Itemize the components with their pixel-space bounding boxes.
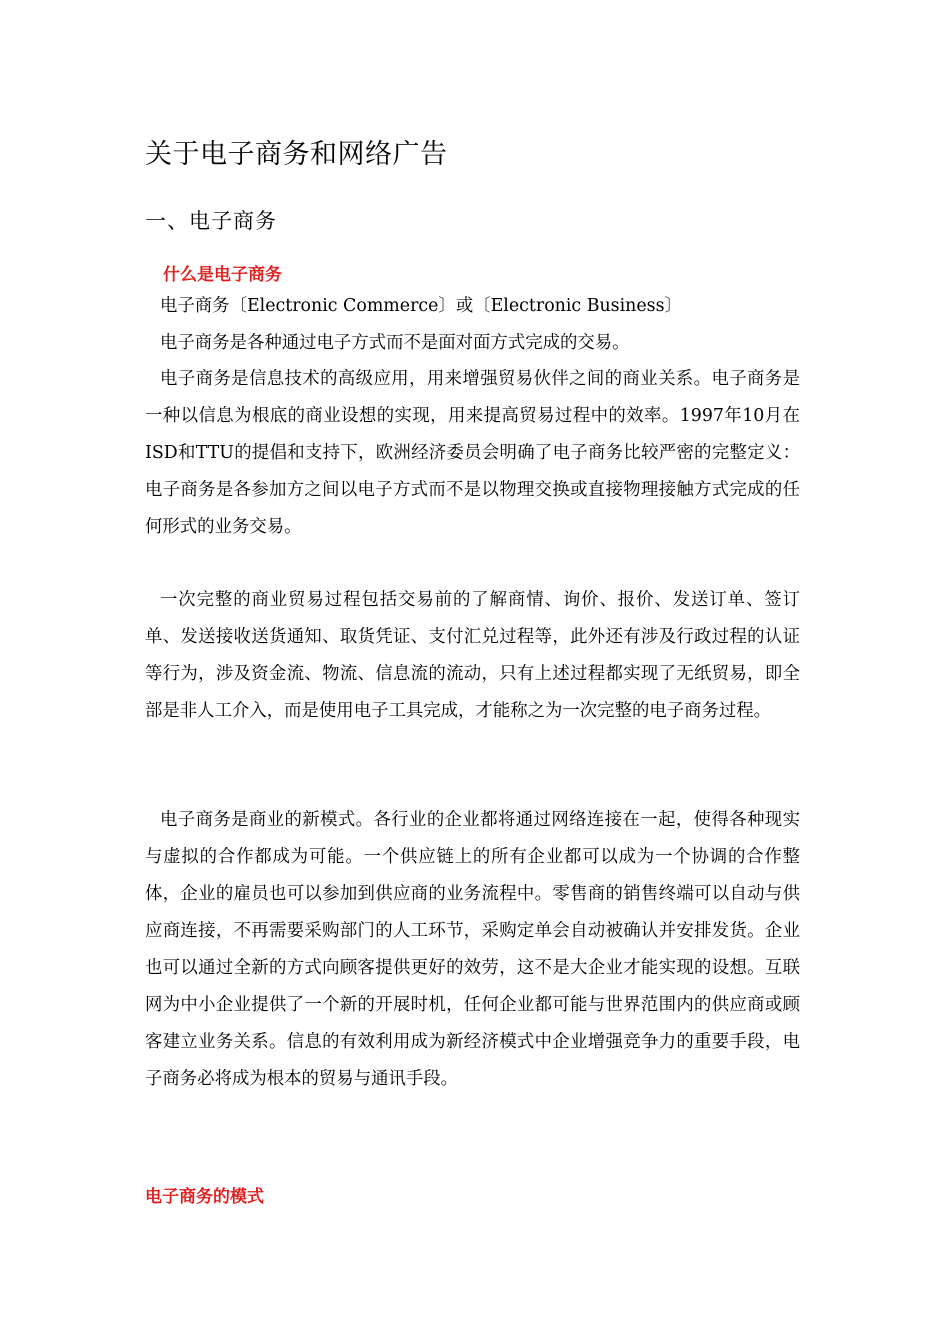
paragraph-trade-process: 一次完整的商业贸易过程包括交易前的了解商情、询价、报价、发送订单、签订单、发送接收送货通知、取货凭证、支付汇兑过程等，此外还有涉及行政过程的认证等行为，涉及资金流、物流、信息流的流动，只有上述过程都实现了无纸贸易，即全部是非人工介入，而是使用电子工具完成，才能称之为一次完整的电子商务过程。 — [145, 590, 800, 721]
definition-terms-line: 电子商务〔Electronic Commerce〕或〔Electronic Business〕 — [160, 296, 682, 316]
definition-simple-line: 电子商务是各种通过电子方式而不是面对面方式完成的交易。 — [160, 333, 630, 353]
paragraph-definition: 电子商务是信息技术的高级应用，用来增强贸易伙伴之间的商业关系。电子商务是一种以信息为根底的商业设想的实现，用来提高贸易过程中的效率。1997年10月在ISD和TTU的提倡和支持下，欧洲经济委员会明确了电子商务比较严密的完整定义：电子商务是各参加方之间以电子方式而不是以物理交换或直接物理接触方式完成的任何形式的业务交易。 — [145, 369, 800, 537]
subheading-what-is-ecommerce: 什么是电子商务 — [163, 265, 282, 285]
paragraph-new-business-model: 电子商务是商业的新模式。各行业的企业都将通过网络连接在一起，使得各种现实与虚拟的合作都成为可能。一个供应链上的所有企业都可以成为一个协调的合作整体，企业的雇员也可以参加到供应商的业务流程中。零售商的销售终端可以自动与供应商连接，不再需要采购部门的人工环节，采购定单会自动被确认并安排发货。企业也可以通过全新的方式向顾客提供更好的效劳，这不是大企业才能实现的设想。互联网为中小企业提供了一个新的开展时机，任何企业都可能与世界范围内的供应商或顾客建立业务关系。信息的有效利用成为新经济模式中企业增强竞争力的重要手段，电子商务必将成为根本的贸易与通讯手段。 — [145, 810, 800, 1089]
section-heading: 一、电子商务 — [145, 209, 277, 233]
document-title: 关于电子商务和网络广告 — [145, 139, 448, 170]
subheading-ecommerce-modes: 电子商务的模式 — [145, 1187, 264, 1207]
